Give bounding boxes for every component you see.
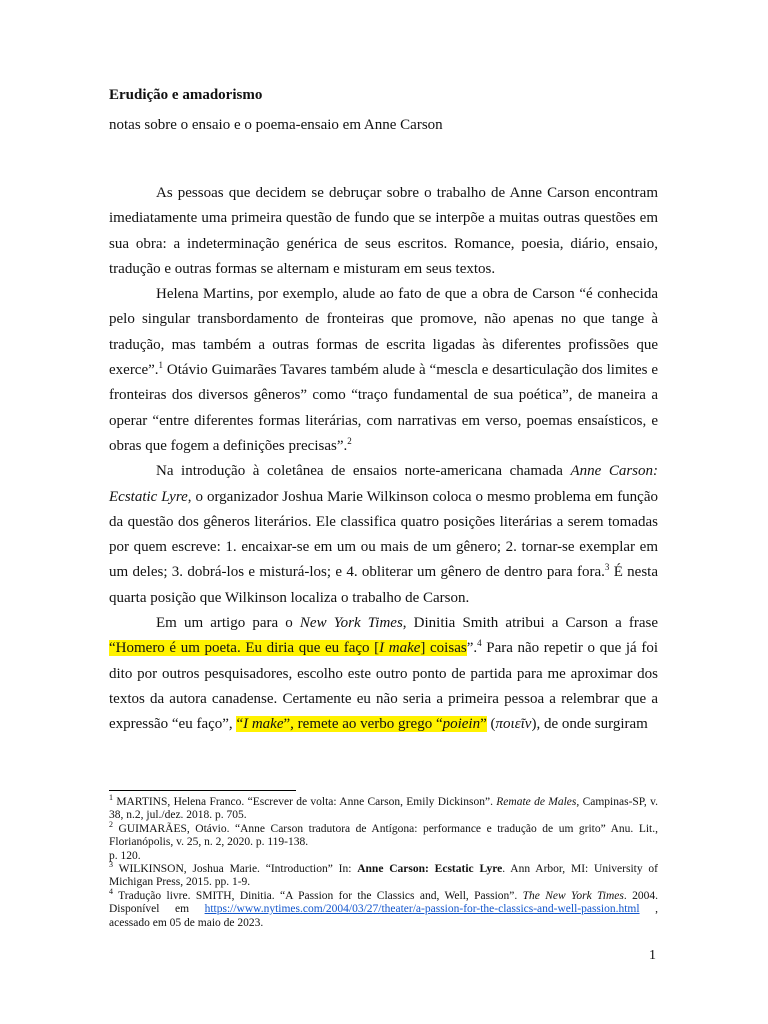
- footnote-2-number: 2: [109, 819, 113, 829]
- paragraph-3-text-c: É nesta quarta posição que Wilkinson localiza o trabalho de Carson.: [109, 564, 658, 606]
- paragraph-3-text-b: , o organizador Joshua Marie Wilkinson coloca o mesmo problema em função da questão dos gêneros literários. Ele classifica quatro posições literárias a serem tomadas por quem escreve: 1. encaixar-se em um ou mais de um gênero; 2. tornar-se exemplar em um deles; 3. dobrá-los e misturá-los; e 4. obliterar um gênero de dentro para fora.: [109, 488, 659, 581]
- footnote-4-italic: The New York Times: [522, 889, 624, 902]
- footnote-4-text-a: Tradução livre. SMITH, Dinitia. “A Passion for the Classics and, Well, Passion”.: [113, 889, 523, 902]
- footnote-1-number: 1: [109, 793, 113, 803]
- paragraph-4-text-c: ”.: [466, 640, 478, 657]
- footnote-1-text-b: , Campinas-SP, v. 38, n.2, jul./dez. 2018. p. 705.: [109, 796, 658, 822]
- footnote-4-text-b: . 2004. Disponível em: [109, 889, 658, 916]
- footnote-1-italic: Remate de Males: [496, 796, 577, 808]
- footnotes: [109, 793, 658, 930]
- highlighted-phrase-text-b: ”, remete ao verbo grego “: [283, 716, 443, 733]
- footnote-2-page: [109, 850, 658, 863]
- page-number: 1: [649, 948, 656, 963]
- footnote-ref-4[interactable]: 4: [477, 638, 482, 649]
- paragraph-4-text-e: (: [486, 716, 496, 733]
- footnote-3-text-b: . Ann Arbor, MI: University of Michigan Press, 2015. pp. 1-9.: [109, 863, 658, 889]
- paragraph-3-text-a: Na introdução à coletânea de ensaios norte-americana chamada: [156, 463, 571, 480]
- document-title: Erudição e amadorismo: [109, 87, 263, 103]
- paragraph-4-text-a: Em um artigo para o: [156, 615, 300, 632]
- highlighted-phrase-italic-1: I make: [243, 716, 284, 733]
- footnote-3-number: 3: [109, 860, 113, 870]
- paragraph-4-text-f: ), de onde surgiram: [531, 716, 648, 733]
- footnote-3-text-a: WILKINSON, Joshua Marie. “Introduction” In:: [113, 863, 358, 876]
- book-title-italic: Anne Carson: Ecstatic Lyre: [109, 463, 658, 505]
- document-subtitle: notas sobre o ensaio e o poema-ensaio em Anne Carson: [109, 117, 443, 133]
- greek-word-italic: ποιεῖν: [495, 716, 532, 733]
- highlighted-phrase-text-a: “: [236, 716, 244, 733]
- highlighted-phrase: [236, 716, 486, 732]
- footnote-1: [109, 793, 658, 823]
- footnote-separator: [109, 790, 296, 791]
- body-text: [109, 181, 658, 738]
- footnote-ref-2[interactable]: 2: [347, 435, 352, 446]
- paragraph-4-text-b: , Dinitia Smith atribui a Carson a frase: [402, 615, 659, 632]
- highlighted-quote-text-b: ] coisas: [420, 640, 467, 657]
- footnote-1-text-a: MARTINS, Helena Franco. “Escrever de volta: Anne Carson, Emily Dickinson”.: [113, 796, 497, 808]
- highlighted-phrase-text-c: ”: [480, 716, 487, 733]
- footnote-4-text-c: , acessado em 05 de maio de 2023.: [109, 903, 658, 929]
- footnote-ref-3[interactable]: 3: [604, 562, 610, 573]
- paragraph-2-text-a: Helena Martins, por exemplo, alude ao fato de que a obra de Carson “é conhecida pelo singular transbordamento de fronteiras que promove, não apenas no que tange à tradução, mas também a outras formas de escrita ligadas às diferentes profissões que exerce”.: [109, 286, 658, 379]
- footnote-2: [109, 819, 658, 850]
- paragraph-2: [109, 282, 658, 459]
- paragraph-4: [109, 611, 658, 737]
- paragraph-1-text: As pessoas que decidem se debruçar sobre o trabalho de Anne Carson encontram imediatamente uma primeira questão de fundo que se interpõe a muitas outras questões em sua obra: a indeterminação genérica de seus escritos. Romance, poesia, diário, ensaio, tradução e outras formas se alternam e misturam em seus textos.: [109, 185, 658, 277]
- newspaper-title-italic: New York Times: [299, 615, 403, 632]
- footnote-4: [109, 887, 658, 930]
- highlighted-phrase-italic-2: poiein: [442, 716, 481, 733]
- footnote-4-number: 4: [109, 887, 113, 897]
- footnote-3: [109, 860, 658, 890]
- footnote-2-text-b: p. 120.: [109, 849, 141, 862]
- title-block: [109, 86, 669, 134]
- paragraph-4-text-d: Para não repetir o que já foi dito por outros pesquisadores, escolho este outro ponto de partida para me aproximar dos textos da autora canadense. Certamente eu não seria a primeira pessoa a relembrar que a expressão “eu faço”,: [109, 640, 658, 733]
- paragraph-2-text-b: Otávio Guimarães Tavares também alude à “mescla e desarticulação dos limites e fronteiras dos diversos gêneros” como “traço fundamental de sua poética”, de maneira a operar “entre diferentes formas literárias, com narrativas em verso, poemas ensaísticos, e obras que fogem a definições precisas”.: [109, 362, 658, 454]
- footnote-ref-1[interactable]: 1: [158, 360, 164, 371]
- footnote-4-link[interactable]: https://www.nytimes.com/2004/03/27/theater/a-passion-for-the-classics-and-well-passion.html: [204, 903, 640, 916]
- highlighted-quote: [109, 640, 467, 656]
- paragraph-1: [109, 181, 658, 282]
- footnote-2-text-a: GUIMARÃES, Otávio. “Anne Carson tradutora de Antígona: performance e tradução de um grito” Anu. Lit., Florianópolis, v. 25, n. 2, 2020. p. 119-138.: [109, 822, 658, 849]
- paragraph-3: [109, 459, 658, 611]
- highlighted-quote-italic: I make: [379, 640, 421, 657]
- footnote-3-bold: Anne Carson: Ecstatic Lyre: [357, 863, 503, 876]
- highlighted-quote-text-a: “Homero é um poeta. Eu diria que eu faço [: [109, 640, 380, 657]
